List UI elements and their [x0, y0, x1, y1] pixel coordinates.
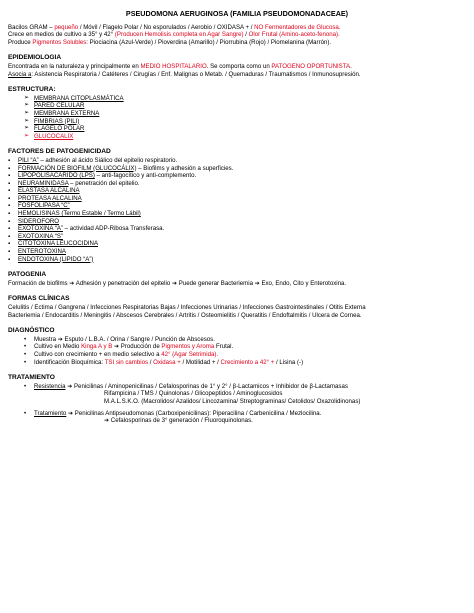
formas-line-2: Bacteriemia / Endocarditis / Meningitis / Abscesos Cerebrales / Artritis / Osteomielitis / Queratitis / Endoftalmitis / Ulcera de Cornea. — [8, 311, 362, 319]
factor-name: ELASTASA ALCALINA — [18, 187, 80, 195]
factor-item — [8, 210, 466, 218]
formas-heading: FORMAS CLÍNICAS — [8, 295, 70, 303]
factor-item — [8, 172, 466, 180]
text: Identificación Bioquímica: — [34, 358, 105, 366]
epidemiologia-line-1 — [8, 63, 466, 71]
factor-desc: – anti-fagocítico y anti-complemento. — [94, 172, 197, 180]
text: Produce — [8, 38, 33, 46]
factor-name: SIDEROFORO — [18, 217, 59, 225]
estructura-item: ➢ PARED CELULAR — [8, 102, 466, 110]
text: : Piociacina (Azul-Verde) / Pioverdina (Amarillo) / Piorrubina (Rojo) / Piomelanina (Marrón). — [86, 38, 332, 46]
text: / Móvil / Flagelo Polar / No esporulados / Aerobio / OXIDASA + / — [78, 23, 255, 31]
epidemiologia-heading: EPIDEMIOLOGIA — [8, 54, 62, 62]
factor-name: PILI “A” — [18, 156, 39, 164]
factor-name: EXOTOXINA “S” — [18, 232, 63, 240]
text: ➔ Producción de — [112, 343, 162, 351]
estructura-item: ➢ MEMBRANA EXTERNA — [8, 110, 466, 118]
diagnostico-heading: DIAGNÓSTICO — [8, 327, 55, 335]
text: / Lisina (-) — [274, 358, 304, 366]
factor-name: FORMACIÓN DE BIOFILM (GLUCOCÁLIX) — [18, 164, 137, 172]
factor-item — [8, 187, 466, 195]
estructura-item: ➢ FLAGELO POLAR — [8, 125, 466, 133]
factor-desc: – actividad ADP-Ribosa Transferasa. — [62, 225, 165, 233]
tratamiento-label: Tratamiento — [34, 409, 67, 417]
text: / — [243, 31, 249, 39]
text: Cultivo en Medio — [34, 343, 82, 351]
factores-heading: FACTORES DE PATOGENICIDAD — [8, 148, 111, 156]
factor-name: EXOTOXINA “A” — [18, 225, 63, 233]
factor-name: PROTEASA ALCALINA — [18, 194, 82, 202]
resistencia-block — [8, 383, 466, 406]
intro-line-2 — [8, 31, 466, 39]
text: / — [148, 358, 154, 366]
factor-item — [8, 218, 466, 226]
page-title: PSEUDOMONA AERUGINOSA (FAMILIA PSEUDOMONADACEAE) — [125, 9, 349, 18]
factor-item — [8, 248, 466, 256]
factor-name: ENTEROTOXINA — [18, 248, 66, 256]
highlight-text: TSI sin cambios — [104, 358, 149, 366]
resistencia-label: Resistencia — [34, 382, 66, 390]
text: Encontrada en la naturaleza y principalmente en — [8, 62, 141, 70]
tratamiento-line-1 — [34, 410, 466, 418]
intro-section — [8, 24, 466, 47]
estructura-item: ➢ GLUCOCALIX — [8, 133, 466, 141]
factor-desc: – Biofilms y adhesión a superficies. — [136, 164, 234, 172]
estructura-item: ➢ FIMBRIAS (PILI) — [8, 118, 466, 126]
factor-name: NEURAMINIDASA — [18, 179, 69, 187]
resistencia-line-3: M.A.L.S.K.O. (Macrolidos/ Azalidos/ Lincozamina/ Streptograminas/ Cetolidos/ Oxazolidinonas) — [104, 397, 361, 405]
highlight-text: MEDIO HOSPITALARIO — [140, 62, 207, 70]
diagnostico-item — [8, 343, 466, 351]
text: Crece en medios de cultivo a 35° y 42° — [8, 31, 115, 39]
factor-item — [8, 233, 466, 241]
tratamiento-block — [8, 410, 466, 425]
highlight-text: PATOGENO OPORTUNISTA — [271, 62, 351, 70]
text: : Asistencia Respiratoria / Catéteres / Cirugías / Enf. Malignas o Metab. / Quemaduras / Traumatismos / Inmunosupresión. — [31, 70, 361, 78]
diagnostico-item — [8, 351, 466, 359]
diagnostico-list — [8, 336, 466, 366]
factor-name: CITOTOXINA LEUCOCIDINA — [18, 240, 99, 248]
highlight-text: Oxidasa + — [153, 358, 181, 366]
highlight-text: Crecimiento a 42° + — [220, 358, 275, 366]
resistencia-line-1 — [34, 383, 466, 391]
text: Frutal. — [214, 343, 234, 351]
highlight-text: Olor Frutal (Amino-aceto-fenona). — [248, 31, 340, 39]
text: ➔ Penicilinas / Aminopenicilinas / Cefalosporinas de 1° y 2° / β-Lactamicos + Inhibidor de β-Lactamasas — [65, 382, 348, 390]
factor-item — [8, 195, 466, 203]
text: Cultivo con crecimiento + en medio selectivo a — [34, 350, 162, 358]
factor-item — [8, 180, 466, 188]
factor-name: LIPOPOLISACÁRIDO (LPS) — [18, 172, 95, 180]
factor-item — [8, 225, 466, 233]
text: . — [350, 62, 352, 70]
factor-name: FOSFOLIPASA “C” — [18, 202, 70, 210]
highlight-text: Pigmentos y Aroma — [161, 343, 215, 351]
diagnostico-item: • Muestra ➔ Esputo / L.B.A. / Orina / Sangre / Punción de Abscesos. — [8, 336, 466, 344]
estructura-heading: ESTRUCTURA: — [8, 86, 56, 94]
highlight-text: NO Fermentadores de Glucosa. — [254, 23, 341, 31]
factores-list — [8, 157, 466, 263]
factor-item — [8, 202, 466, 210]
tratamiento-line-2: ➔ Cefalosporinas de 3° generación / Fluoroquinolonas. — [104, 417, 253, 425]
diagnostico-item — [8, 359, 466, 367]
factor-desc: – penetración del epitelio. — [68, 179, 140, 187]
factor-item — [8, 256, 466, 264]
factor-item — [8, 240, 466, 248]
text: Bacilos GRAM – — [8, 23, 55, 31]
highlight-text: 42° (Agar Setrimida). — [161, 350, 219, 358]
highlight-text: Pigmentos Solubles — [32, 38, 87, 46]
highlight-text: pequeño — [54, 23, 79, 31]
intro-line-3 — [8, 39, 466, 47]
formas-line-1: Celulitis / Ectima / Gangrena / Infecciones Respiratorias Bajas / Infecciones Urinarias / Infecciones Gastrointestinales / Otitis Externa — [8, 304, 366, 311]
resistencia-line-2: Rifampicina / TMS / Quinolonas / Glicopeptidos / Aminoglucosidos — [104, 390, 283, 398]
epidemiologia-line-2 — [8, 71, 466, 79]
text: . Se comporta como un — [206, 62, 272, 70]
factor-name: ENDOTOXINA (LIPIDO “A”) — [18, 255, 94, 263]
estructura-list — [8, 95, 466, 141]
factor-name: HEMOLISINAS (Termo Estable / Termo Lábil) — [18, 210, 141, 218]
patogenia-heading: PATOGENIA — [8, 271, 47, 279]
factor-desc: – adhesión al ácido Siálico del epitelio respiratorio. — [38, 156, 178, 164]
underlined-label: Asocia a — [8, 70, 32, 78]
text: ➔ Penicilinas Antipseudomonas (Carboxipenicilinas): Piperacilina / Carbenicilina / Mezlocilina. — [66, 409, 322, 417]
highlight-text: (Producen Hemolisis completa en Agar Sangre) — [114, 31, 244, 39]
factor-item — [8, 157, 466, 165]
text: / Motilidad + / — [180, 358, 221, 366]
factor-item — [8, 165, 466, 173]
patogenia-text: Formación de biofilms ➔ Adhesión y penetración del epitelio ➔ Puede generar Bacteriemia ➔ Exo, Endo, Cito y Enterotoxina. — [8, 279, 347, 287]
estructura-item: ➢ MEMBRANA CITOPLASMÁTICA — [8, 95, 466, 103]
tratamiento-heading: TRATAMIENTO — [8, 374, 55, 382]
highlight-text: Kinga A y B — [81, 343, 113, 351]
intro-line-1 — [8, 24, 466, 32]
